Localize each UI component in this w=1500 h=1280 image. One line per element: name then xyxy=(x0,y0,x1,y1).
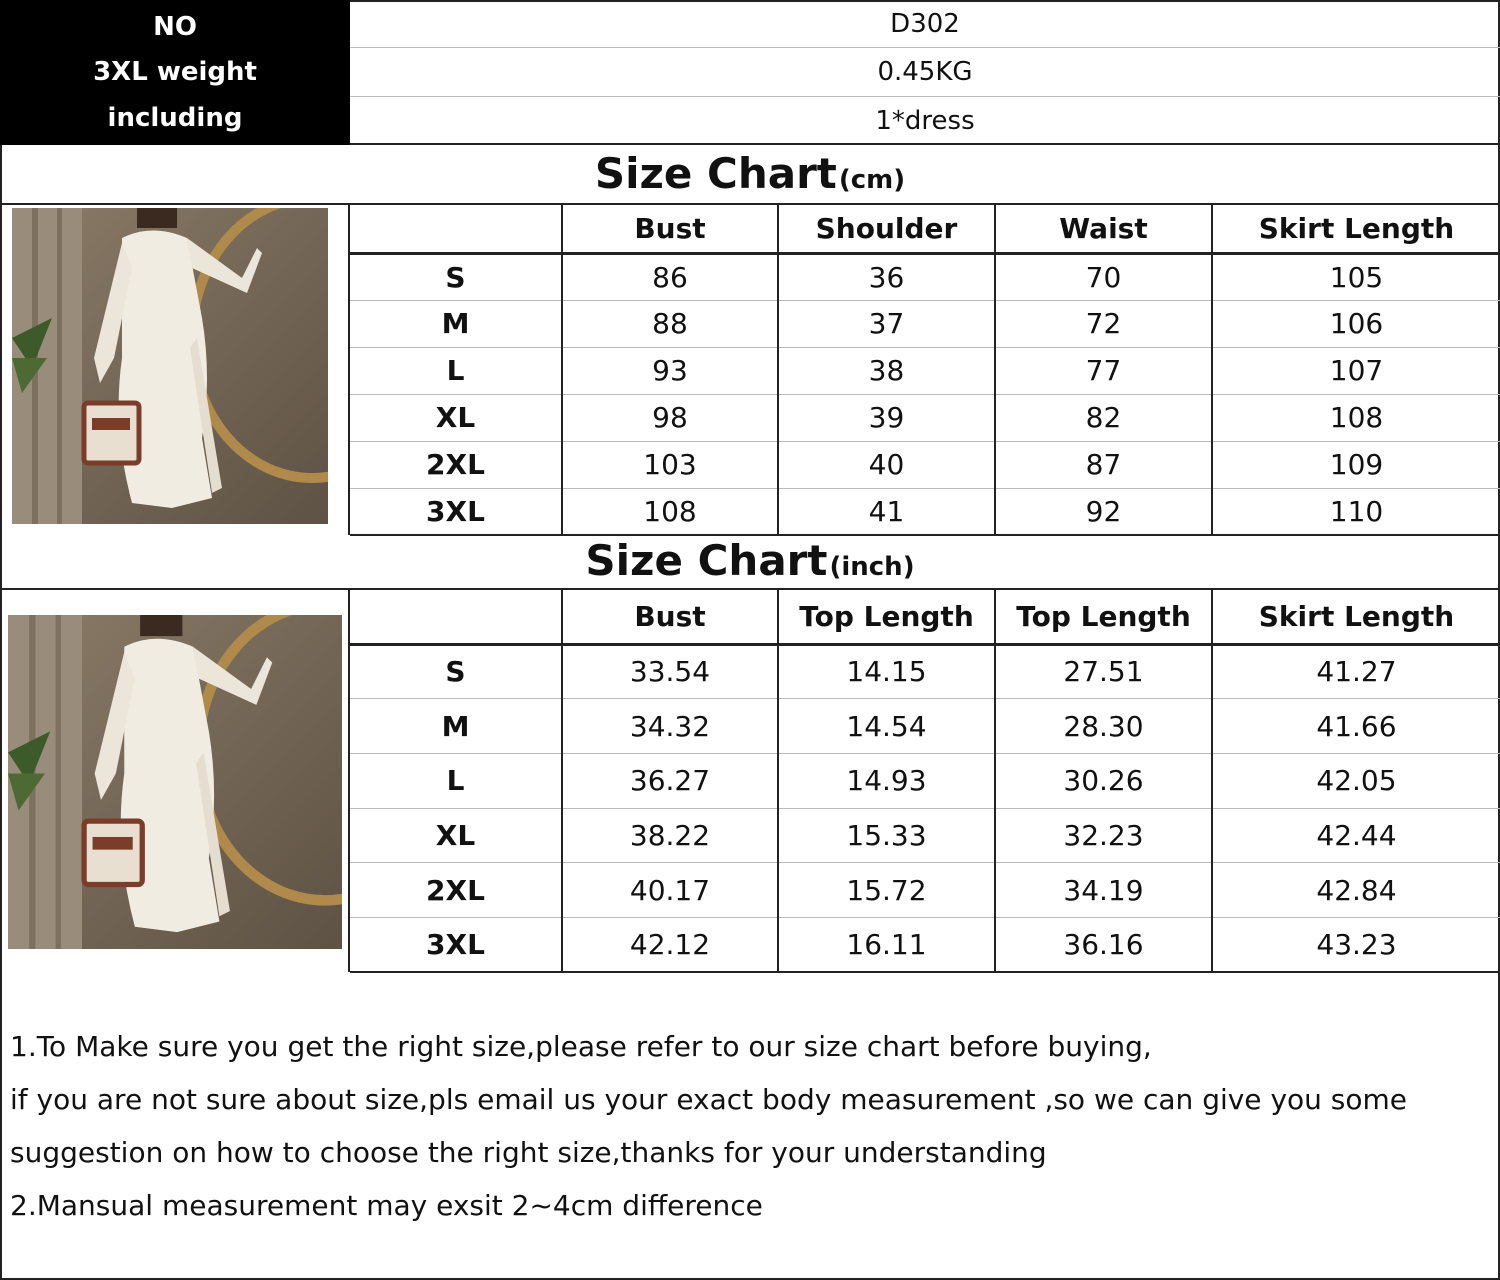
table-cell: 109 xyxy=(1212,441,1500,488)
table-cell: 42.05 xyxy=(1212,753,1500,808)
cm-chart-unit: (cm) xyxy=(838,165,906,195)
table-cell: 41 xyxy=(778,488,995,535)
table-row xyxy=(350,753,1500,808)
table-cell: 110 xyxy=(1212,488,1500,535)
table-row xyxy=(350,863,1500,918)
table-cell: 14.93 xyxy=(778,753,995,808)
table-cell: 105 xyxy=(1212,253,1500,300)
table-cell: 37 xyxy=(778,300,995,347)
table-cell: 30.26 xyxy=(995,753,1212,808)
column-header: Top Length xyxy=(995,590,1212,644)
size-cell: 2XL xyxy=(350,441,562,488)
table-cell: 14.15 xyxy=(778,644,995,699)
column-header: Shoulder xyxy=(778,205,995,253)
column-header: Top Length xyxy=(778,590,995,644)
table-row xyxy=(350,644,1500,699)
product-info-labels xyxy=(0,0,350,145)
column-header: Skirt Length xyxy=(1212,205,1500,253)
table-cell: 16.11 xyxy=(778,917,995,972)
cm-chart-title-text: Size Chart xyxy=(594,149,837,198)
size-cell: M xyxy=(350,699,562,754)
table-cell: 32.23 xyxy=(995,808,1212,863)
note-line: 2.Mansual measurement may exsit 2~4cm difference xyxy=(10,1189,763,1222)
label-3xl-weight: 3XL weight xyxy=(93,57,257,88)
table-cell: 27.51 xyxy=(995,644,1212,699)
table-cell: 103 xyxy=(562,441,778,488)
table-cell: 93 xyxy=(562,347,778,394)
note-line: 1.To Make sure you get the right size,please refer to our size chart before buying, xyxy=(10,1030,1152,1063)
table-cell: 36.27 xyxy=(562,753,778,808)
column-header xyxy=(350,590,562,644)
inch-chart-title-text: Size Chart xyxy=(585,536,828,585)
table-cell: 82 xyxy=(995,394,1212,441)
size-cell: 3XL xyxy=(350,917,562,972)
table-row xyxy=(350,699,1500,754)
model-photo-illustration xyxy=(12,208,328,524)
table-cell: 15.33 xyxy=(778,808,995,863)
table-cell: 42.12 xyxy=(562,917,778,972)
table-row xyxy=(350,808,1500,863)
table-cell: 72 xyxy=(995,300,1212,347)
table-cell: 87 xyxy=(995,441,1212,488)
table-cell: 36.16 xyxy=(995,917,1212,972)
table-cell: 42.44 xyxy=(1212,808,1500,863)
table-cell: 38 xyxy=(778,347,995,394)
table-row xyxy=(350,347,1500,394)
table-cell: 28.30 xyxy=(995,699,1212,754)
label-including: including xyxy=(107,103,243,134)
table-row xyxy=(350,441,1500,488)
note-line: suggestion on how to choose the right size,thanks for your understanding xyxy=(10,1136,1047,1169)
size-notes xyxy=(10,1020,1480,1232)
note-line: if you are not sure about size,pls email us your exact body measurement ,so we can give you some xyxy=(10,1083,1408,1116)
size-cell: L xyxy=(350,753,562,808)
table-cell: 88 xyxy=(562,300,778,347)
size-cell: 3XL xyxy=(350,488,562,535)
table-header-row xyxy=(350,205,1500,253)
table-cell: 39 xyxy=(778,394,995,441)
table-cell: 108 xyxy=(1212,394,1500,441)
table-cell: 34.19 xyxy=(995,863,1212,918)
cm-chart-title xyxy=(0,145,1500,205)
table-cell: 98 xyxy=(562,394,778,441)
size-cell: M xyxy=(350,300,562,347)
table-row xyxy=(350,488,1500,535)
product-info-values xyxy=(350,0,1500,145)
inch-chart-title xyxy=(0,535,1500,590)
column-header: Waist xyxy=(995,205,1212,253)
table-cell: 86 xyxy=(562,253,778,300)
table-header-row xyxy=(350,590,1500,644)
table-cell: 106 xyxy=(1212,300,1500,347)
table-cell: 70 xyxy=(995,253,1212,300)
package-contents: 1*dress xyxy=(875,105,975,136)
table-row xyxy=(350,300,1500,347)
table-cell: 36 xyxy=(778,253,995,300)
model-photo-illustration xyxy=(8,615,342,949)
table-cell: 43.23 xyxy=(1212,917,1500,972)
table-cell: 108 xyxy=(562,488,778,535)
model-photo xyxy=(12,208,328,524)
column-header: Bust xyxy=(562,205,778,253)
column-header: Skirt Length xyxy=(1212,590,1500,644)
table-row xyxy=(350,394,1500,441)
table-cell: 77 xyxy=(995,347,1212,394)
product-weight: 0.45KG xyxy=(350,48,1500,96)
table-cell: 40.17 xyxy=(562,863,778,918)
table-cell: 41.27 xyxy=(1212,644,1500,699)
size-cell: S xyxy=(350,644,562,699)
model-photo xyxy=(8,615,342,949)
table-cell: 42.84 xyxy=(1212,863,1500,918)
column-header xyxy=(350,205,562,253)
size-cell: XL xyxy=(350,394,562,441)
table-row xyxy=(350,917,1500,972)
table-cell: 92 xyxy=(995,488,1212,535)
product-code: D302 xyxy=(350,0,1500,48)
column-header: Bust xyxy=(562,590,778,644)
label-no: NO xyxy=(153,11,197,42)
table-cell: 14.54 xyxy=(778,699,995,754)
inch-chart-unit: (inch) xyxy=(829,552,915,582)
table-cell: 107 xyxy=(1212,347,1500,394)
product-info-header xyxy=(0,0,1500,145)
table-cell: 15.72 xyxy=(778,863,995,918)
table-cell: 38.22 xyxy=(562,808,778,863)
size-cell: L xyxy=(350,347,562,394)
size-cell: XL xyxy=(350,808,562,863)
table-cell: 33.54 xyxy=(562,644,778,699)
table-cell: 34.32 xyxy=(562,699,778,754)
size-cell: 2XL xyxy=(350,863,562,918)
inch-size-table xyxy=(350,590,1500,973)
table-cell: 40 xyxy=(778,441,995,488)
size-cell: S xyxy=(350,253,562,300)
cm-size-table xyxy=(350,205,1500,536)
table-row xyxy=(350,253,1500,300)
table-cell: 41.66 xyxy=(1212,699,1500,754)
